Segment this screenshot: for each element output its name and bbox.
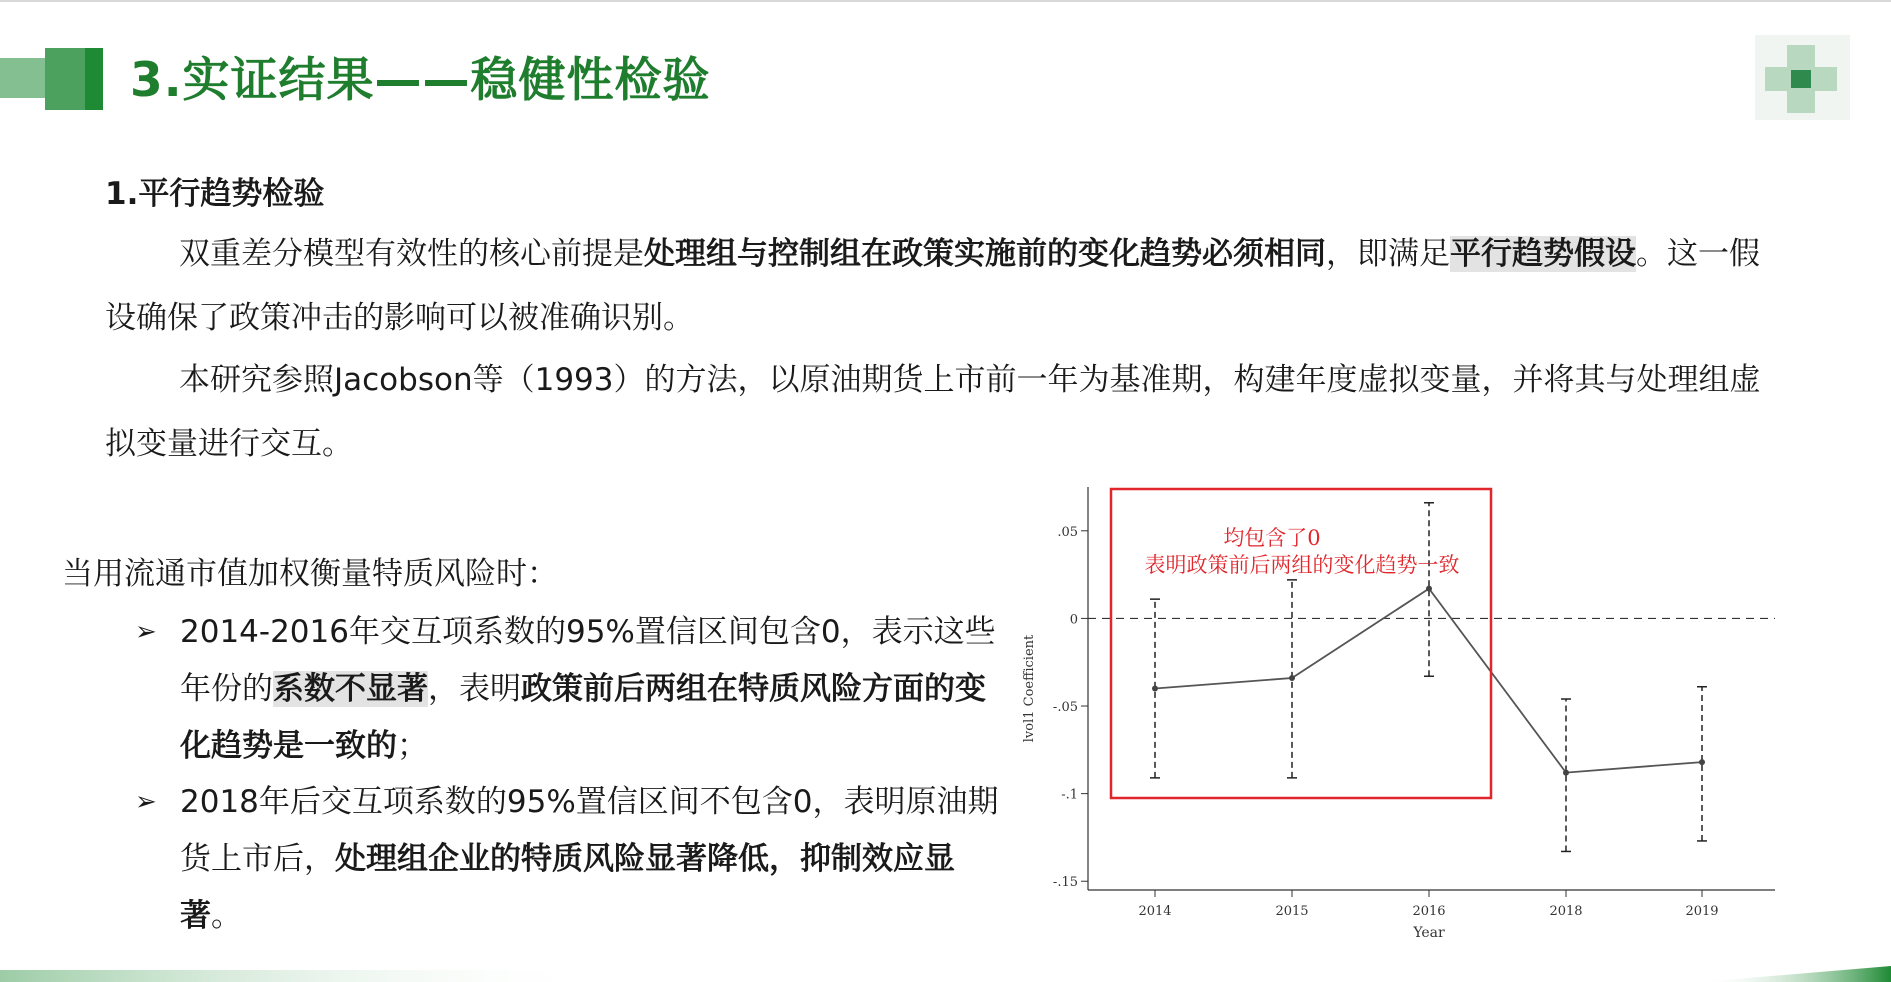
x-tick-label: 2018 <box>1549 904 1583 919</box>
bullet2-text-2: 。 <box>211 898 242 934</box>
y-tick-label: -.15 <box>1052 875 1078 891</box>
event-study-chart <box>1010 465 1810 945</box>
annotation-text-line2: 表明政策前后两组的变化趋势一致 <box>1144 553 1460 577</box>
coefficient-point <box>1426 586 1432 592</box>
x-tick-label: 2015 <box>1275 904 1309 919</box>
para1-highlight: 平行趋势假设 <box>1450 236 1636 272</box>
paragraph-did-premise <box>105 222 1785 350</box>
title-decoration <box>0 48 110 110</box>
y-tick-label: .05 <box>1057 524 1078 540</box>
annotation-text-line1: 均包含了0 <box>1223 526 1321 550</box>
coefficient-point <box>1289 675 1295 681</box>
bullet-arrow-icon: ➢ <box>135 617 157 647</box>
bullet1-highlight: 系数不显著 <box>273 671 428 707</box>
y-axis-label: lvol1 Coefficient <box>1022 634 1037 743</box>
x-tick-label: 2016 <box>1412 904 1446 919</box>
para1-text-1: 双重差分模型有效性的核心前提是 <box>179 236 644 272</box>
y-tick-label: -.1 <box>1061 787 1078 803</box>
bullet1-text-3: ； <box>397 728 428 764</box>
bullet1-text-1: 2014-2016年交互项系数的95%置信区间包含0，表示这些年份的 <box>180 614 996 707</box>
bullet-item-1 <box>135 604 1005 775</box>
paragraph-method: 本研究参照Jacobson等（1993）的方法，以原油期货上市前一年为基准期，构建年度虚拟变量，并将其与处理组虚拟变量进行交互。 <box>105 362 1761 462</box>
bullet-item-2 <box>135 774 1005 945</box>
coefficient-point <box>1563 770 1569 776</box>
para1-text-3: 。这一假设确保了政策冲击的影响可以被准确识别。 <box>105 236 1760 336</box>
y-tick-label: 0 <box>1069 612 1078 628</box>
bullet1-bold: 政策前后两组在特质风险方面的变化趋势是一致的 <box>180 671 986 764</box>
y-tick-label: -.05 <box>1052 700 1078 716</box>
para1-bold-1: 处理组与控制组在政策实施前的变化趋势必须相同 <box>644 236 1326 272</box>
bullet1-text-2: ，表明 <box>428 671 521 707</box>
coefficient-point <box>1152 686 1158 692</box>
section-heading: 1.平行趋势检验 <box>105 176 325 212</box>
logo <box>1755 30 1850 125</box>
para1-text-2: ，即满足 <box>1326 236 1450 272</box>
x-axis-label: Year <box>1413 925 1445 941</box>
coefficient-point <box>1699 759 1705 765</box>
bullet2-bold: 处理组企业的特质风险显著降低，抑制效应显著 <box>180 841 955 934</box>
bottom-decoration <box>0 966 1891 982</box>
x-tick-label: 2019 <box>1685 904 1719 919</box>
x-tick-label: 2014 <box>1138 904 1172 919</box>
sub-heading: 当用流通市值加权衡量特质风险时： <box>62 556 558 592</box>
bullet2-text-1: 2018年后交互项系数的95%置信区间不包含0，表明原油期货上市后， <box>180 784 999 877</box>
top-divider <box>0 0 1891 2</box>
page-title: 3.实证结果——稳健性检验 <box>130 53 711 108</box>
bullet-arrow-icon: ➢ <box>135 787 157 817</box>
chart-svg <box>1010 465 1810 945</box>
